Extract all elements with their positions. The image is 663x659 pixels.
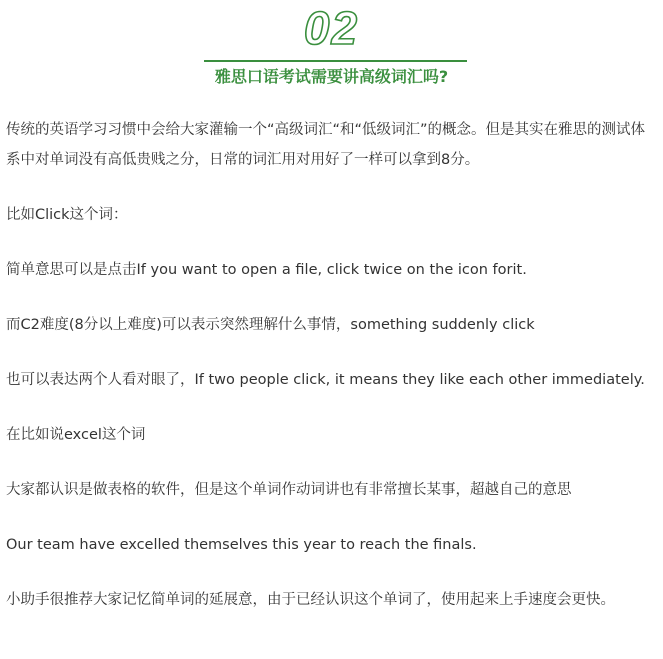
section-header xyxy=(0,0,663,96)
paragraph-click-people-meaning: 也可以表达两个人看对眼了，If two people click, it means they like each other immediately. xyxy=(6,372,645,388)
paragraph-excel-sentence: Our team have excelled themselves this year to reach the finals. xyxy=(6,537,477,553)
paragraph-advice: 小助手很推荐大家记忆简单词的延展意，由于已经认识这个单词了，使用起来上手速度会更快。 xyxy=(6,592,615,608)
paragraph-intro: 传统的英语学习习惯中会给大家灌输一个“高级词汇“和“低级词汇”的概念。但是其实在雅思的测试体系中对单词没有高低贵贱之分，日常的词汇用对用好了一样可以拿到8分。 xyxy=(6,122,646,168)
article-body xyxy=(6,115,659,640)
paragraph-click-simple-meaning: 简单意思可以是点击If you want to open a file, click twice on the icon forit. xyxy=(6,262,527,278)
section-title: 雅思口语考试需要讲高级词汇吗? xyxy=(214,67,449,86)
paragraph-excel-example: 在比如说excel这个词 xyxy=(6,427,146,443)
section-number: 02 xyxy=(303,2,360,54)
paragraph-click-c2-meaning: 而C2难度(8分以上难度)可以表示突然理解什么事情，something suddenly click xyxy=(6,317,535,333)
paragraph-excel-meaning: 大家都认识是做表格的软件，但是这个单词作动词讲也有非常擅长某事，超越自己的意思 xyxy=(6,482,572,498)
paragraph-click-example: 比如Click这个词： xyxy=(6,207,128,223)
header-divider xyxy=(204,60,467,62)
